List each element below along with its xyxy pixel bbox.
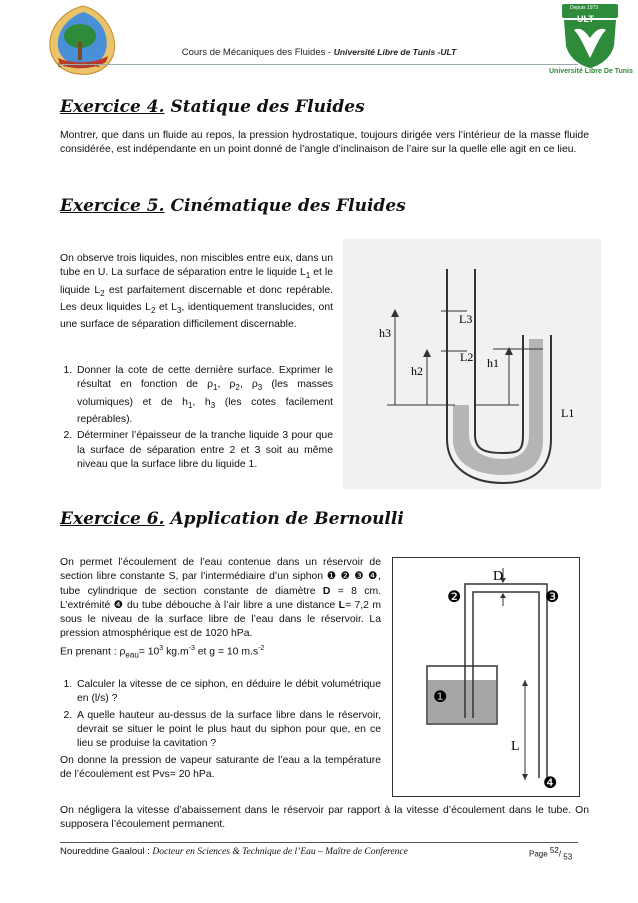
university-name: Université Libre de Tunis -ULT [333,47,457,57]
ex5-q1-c: , ρ [239,379,258,391]
exercise-6-question-2: 2. A quelle hauteur au-dessus de la surface libre dans le réservoir, devrait se situer le point le plus haut du siphon pour que, en ce lieu se produise la cavitation ? [75,709,381,752]
exercise-6-vapor-pressure: On donne la pression de vapeur saturante de l’eau a la température de l’écoulement est Pvs= 20 hPa. [60,755,381,781]
label-h3: h3 [379,326,391,340]
ex5-p1-sub3: 2 [150,306,156,316]
exercise-6-heading [60,509,404,529]
page-label: Page [529,849,550,859]
exercise-4-title: Statique des Fluides [170,97,365,117]
exercise-6-assumptions: On négligera la vitesse d’abaissement dans le réservoir par rapport à la vitesse d’écoulement dans le tube. On supposera l’écoulement permanent. [60,805,589,831]
exercise-6-question-1: 1. Calculer la vitesse de ce siphon, en déduire le débit volumétrique en (l/s) ? [75,678,381,707]
ex6-p2-c: kg.m [163,646,189,658]
ex6-given-values [60,642,381,663]
point-2-marker: ❷ [447,589,462,606]
ex6-p1-d: D [322,585,331,597]
ex6-p1-c: = 7,2 m sous le niveau de la surface libre de l’eau dans le réservoir. La pression atmosphérique est de 1020 hPa. [60,599,381,640]
course-name: Cours de Mécaniques des Fluides - [181,47,334,58]
ex6-p2-d: et g = 10 m.s [194,646,259,658]
exercise-5-title: Cinématique des Fluides [170,196,406,216]
ex5-q1-a: Donner la cote de cette dernière surface. Exprimer le résultat en fonction de ρ [77,365,333,391]
ex6-p2-a: En prenant : ρ [60,646,126,658]
exercise-6-questions [60,678,381,753]
u-tube-diagram [343,239,601,489]
author-name: Noureddine Gaaloul : [60,846,153,857]
ex5-q1-f: (les cotes facilement repérables). [77,396,333,426]
exercise-6-intro [60,556,381,663]
exercise-4-heading [60,97,365,117]
ex5-q1-sub3: 3 [257,383,263,393]
label-l1: L1 [561,406,575,420]
page-current: 52 [549,846,559,855]
label-l3: L3 [459,312,473,326]
page-number: Page $^{52}$/ $_{53}$ [529,846,573,862]
u-tube-figure [343,239,601,489]
ex5-q1-d: (les masses volumiques) et de h [77,379,333,408]
ex6-p2-b: = 10 [138,646,160,658]
ult-logo-name: Université Libre De Tunis [549,68,633,75]
exercise-4-number: Exercice 4. [60,97,165,117]
ex5-p1-b: et le liquide L [60,267,334,296]
exercise-5-question-2: 2. Déterminer l’épaisseur de la tranche liquide 3 pour que la surface de séparation entre 2 et 3 soit au même niveau que la surface libre du liquide 1. [75,429,333,472]
exercise-5-heading [60,196,406,216]
ult-logo-top: Depuis 1973 [570,5,599,11]
lhrpe-logo-text: L.H.R.P.E [58,63,103,69]
label-h1: h1 [487,356,499,370]
ex5-q1-sub1: 1 [213,383,218,393]
footer-author [60,846,408,857]
siphon-diagram [393,558,579,796]
label-d: D [493,569,504,584]
exercise-5-number: Exercice 5. [60,196,165,216]
ex6-p2-sup1: 3 [159,644,164,652]
ex6-p2-sup2: -3 [188,644,195,652]
page-total: 53 [563,852,573,862]
header-divider [60,64,578,65]
siphon-figure [392,557,580,797]
ex5-p1-sub4: 3 [176,306,182,316]
ex5-q1-e: , h [192,396,211,408]
exercise-5-question-1 [75,364,333,427]
ex5-q1-sub4: 1 [187,400,193,410]
ex6-p1-b: = 8 cm. L’extrémité ❹ du tube débouche à l’air libre a une distance [60,585,382,611]
ex5-q1-b: , ρ [217,379,236,391]
exercise-5-questions [60,364,333,474]
ex5-p1-e: , identiquement translucides, ont une surface de séparation difficilement discernable. [60,302,333,331]
ex6-p2-sup3: -2 [258,644,265,652]
exercise-6-number: Exercice 6. [60,509,165,529]
ex5-p1-sub2: 2 [100,288,105,298]
ex5-p1-a: On observe trois liquides, non miscibles entre eux, dans un tube en U. La surface de séparation entre le liquide L [60,253,333,279]
ex5-q1-sub2: 2 [235,383,240,393]
ex5-p1-c: est parfaitement discernable et donc repérable. Les deux liquides L [60,284,333,314]
label-l2: L2 [460,350,474,364]
ex5-q1-sub5: 3 [210,400,216,410]
footer-divider [60,842,578,843]
ult-logo-badge: ULT [577,14,594,24]
ex6-p1-l: L [338,599,345,611]
ex6-p1-a: On permet l’écoulement de l’eau contenue dans un réservoir de section libre constante S, par l’intermédiaire d’un siphon ❶ ❷ ❸ ❹, tube cylindrique de section constante de diamètre [60,557,381,597]
point-3-marker: ❸ [545,589,560,606]
author-role: Docteur en Sciences & Technique de l’Eau – Maître de Conference [152,847,408,857]
point-1-marker: ❶ [433,689,448,706]
exercise-5-intro [60,252,333,333]
exercise-6-title: Application de Bernoulli [170,509,404,529]
label-l: L [511,739,520,754]
ex5-p1-d: et L [155,302,177,314]
page-header-title [0,47,638,58]
ex6-p2-sub: eau [125,650,139,660]
point-4-marker: ❹ [543,775,558,792]
label-h2: h2 [411,364,423,378]
exercise-4-text: Montrer, que dans un fluide au repos, la pression hydrostatique, toujours dirigée vers l’intérieur de la masse fluide considérée, est indépendante en un point donné de l’angle d’inclinaison de l’aire sur la quelle elle agit en ce lieu. [60,130,589,156]
ex5-p1-sub1: 1 [305,271,311,281]
